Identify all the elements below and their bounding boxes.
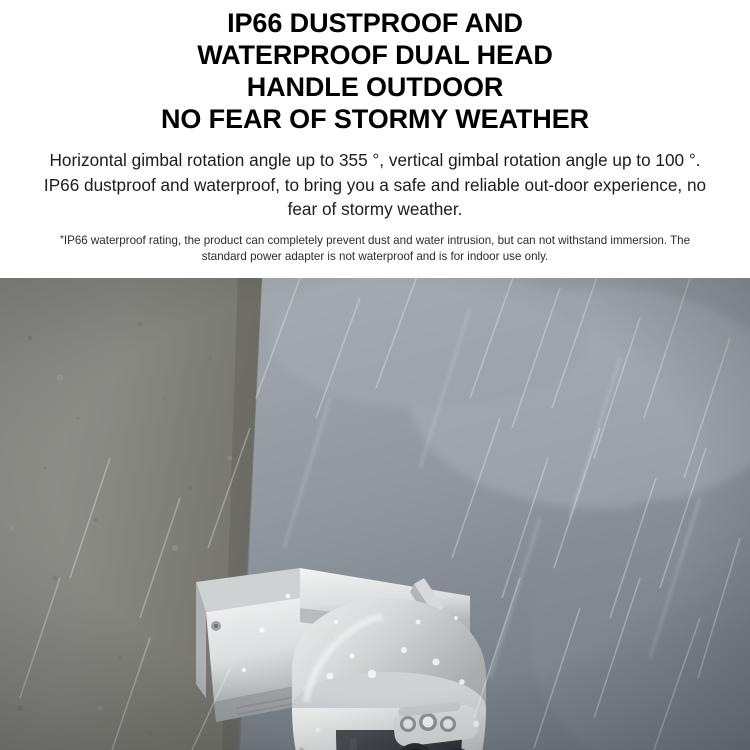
disclaimer-body: IP66 waterproof rating, the product can completely prevent dust and water intrusion, but can not withstand immersion. The standard power adapter is not waterproof and is for indoor use only. <box>63 233 691 263</box>
headline-line-2: WATERPROOF DUAL HEAD <box>197 39 553 70</box>
body-description: Horizontal gimbal rotation angle up to 355 °, vertical gimbal rotation angle up to 100 °. IP66 dustproof and waterproof, to bring you a safe and reliable out-door experience, no fear of stormy weather. <box>43 150 707 220</box>
headline-line-4: NO FEAR OF STORMY WEATHER <box>160 103 589 134</box>
page-title <box>18 8 732 135</box>
disclaimer-marker: * <box>59 233 64 245</box>
disclaimer-text <box>40 233 710 265</box>
product-photo <box>0 278 750 750</box>
headline-line-3: HANDLE OUTDOOR <box>246 71 504 102</box>
text-block <box>0 0 750 265</box>
headline-line-1: IP66 DUSTPROOF AND <box>227 8 523 38</box>
